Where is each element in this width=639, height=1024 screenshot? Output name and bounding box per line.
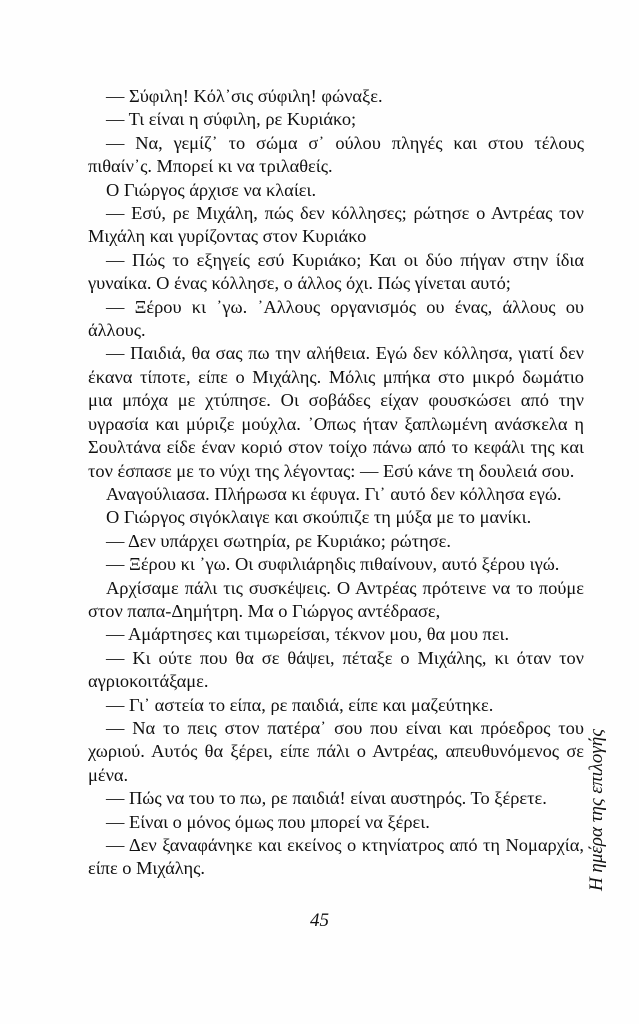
paragraph: — Αμάρτησες και τιμωρείσαι, τέκνον μου, θα μου πει.: [106, 624, 510, 645]
paragraph: Αναγούλιασα. Πλήρωσα κι έφυγα. Γι᾽ αυτό δεν κόλλησα εγώ.: [106, 483, 562, 504]
paragraph: Ο Γιώργος άρχισε να κλαίει.: [106, 179, 317, 200]
paragraph: — Είναι ο μόνος όμως που μπορεί να ξέρει.: [106, 811, 430, 832]
paragraph: — Ξέρου κι ᾽γω. Οι συφιλιάρηδις πιθαίνουν, αυτό ξέρου ιγώ.: [106, 554, 560, 575]
paragraph: — Παιδιά, θα σας πω την αλήθεια. Εγώ δεν κόλλησα, γιατί δεν έκανα τίποτε, είπε ο Μιχάλης. Μόλις μπήκα στο μικρό δωμάτιο μια μπόχα με χτύπησε. Οι σοβάδες είχαν φουσκώσει από την υγρασία και μύριζε μούχλα. ᾽Οπως ήταν ξαπλωμένη ανάσκελα η Σουλτάνα είδε έναν κοριό στον τοίχο πάνω από το κεφάλι της και τον έσπασε με το νύχι της λέγοντας: — Εσύ κάνε τη δουλειά σου.: [88, 343, 584, 481]
paragraph: — Κι ούτε που θα σε θάψει, πέταξε ο Μιχάλης, κι όταν τον αγριοκοιτάξαμε.: [88, 647, 584, 692]
paragraph: — Πώς να του το πω, ρε παιδιά! είναι αυστηρός. Το ξέρετε.: [106, 788, 547, 809]
body-text: [88, 85, 584, 881]
paragraph: — Γι᾽ αστεία το είπα, ρε παιδιά, είπε και μαζεύτηκε.: [106, 694, 494, 715]
paragraph: — Να, γεμίζ᾽ το σώμα σ᾽ ούλου πληγές και στου τέλους πιθαίν᾽ς. Μπορεί κι να τριλαθείς.: [88, 132, 584, 177]
paragraph: — Πώς το εξηγείς εσύ Κυριάκο; Και οι δύο πήγαν στην ίδια γυναίκα. Ο ένας κόλλησε, ο άλλος όχι. Πώς γίνεται αυτό;: [88, 249, 584, 294]
paragraph: — Δεν ξαναφάνηκε και εκείνος ο κτηνίατρος από τη Νομαρχία, είπε ο Μιχάλης.: [88, 835, 584, 879]
paragraph: — Ξέρου κι ᾽γω. ᾽Αλλους οργανισμός ου ένας, άλλους ου άλλους.: [88, 296, 584, 341]
paragraph: — Να το πεις στον πατέρα᾽ σου που είναι και πρόεδρος του χωριού. Αυτός θα ξέρει, είπε πάλι ο Αντρέας, απευθυνόμενος σε μένα.: [88, 717, 584, 785]
paragraph: — Δεν υπάρχει σωτηρία, ρε Κυριάκο; ρώτησε.: [106, 530, 451, 551]
paragraph: Ο Γιώργος σιγόκλαιγε και σκούπιζε τη μύξα με το μανίκι.: [106, 507, 532, 528]
paragraph: — Εσύ, ρε Μιχάλη, πώς δεν κόλλησες; ρώτησε ο Αντρέας τον Μιχάλη και γυρίζοντας στον Κυριάκο: [88, 203, 584, 247]
paragraph: Αρχίσαμε πάλι τις συσκέψεις. Ο Αντρέας πρότεινε να το πούμε στον παπα-Δημήτρη. Μα ο Γιώργος αντέδρασε,: [88, 577, 584, 621]
running-head: Η ημέρα της επιλογής: [586, 728, 607, 892]
paragraph: — Τι είναι η σύφιλη, ρε Κυριάκο;: [106, 109, 357, 130]
paragraph: — Σύφιλη! Κόλ᾽σις σύφιλη! φώναξε.: [106, 86, 383, 106]
page-number: 45: [310, 910, 329, 931]
